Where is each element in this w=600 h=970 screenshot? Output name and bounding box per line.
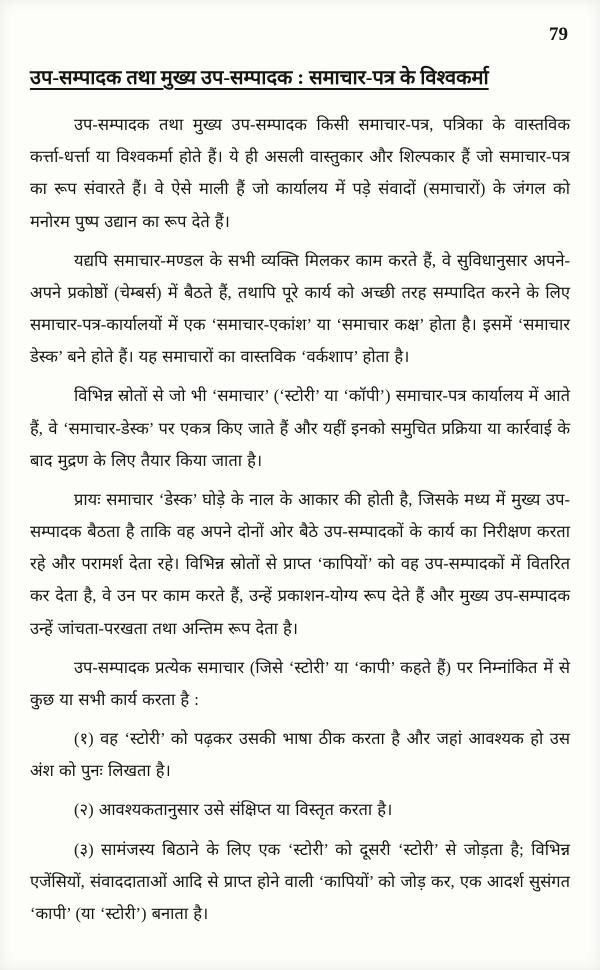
paragraph: उप-सम्पादक प्रत्येक समाचार (जिसे ‘स्टोरी’ या ‘कापी’ कहते हैं) पर निम्नांकित में से कुछ या सभी कार्य करता है : [30,657,570,709]
chapter-title: उप-सम्पादक तथा मुख्य उप-सम्पादक : समाचार-पत्र के विश्वकर्मा [30,67,489,89]
paragraph: विभिन्न स्रोतों से जो भी ‘समाचार’ (‘स्टोरी’ या ‘कॉपी’) समाचार-पत्र कार्यालय में आते हैं, वे ‘समाचार-डेस्क’ पर एकत्र किए जाते हैं और यहीं इनको समुचित प्रक्रिया या कार्रवाई के बाद मुद्रण के लिए तैयार किया जाता है। [30,386,570,470]
list-item-1: (१) वह ‘स्टोरी’ को पढ़कर उसकी भाषा ठीक करता है और जहां आवश्यक हो उस अंश को पुनः लिखता है। [30,729,570,781]
list-item-3: (३) सामंजस्य बिठाने के लिए एक ‘स्टोरी’ को दूसरी ‘स्टोरी’ से जोड़ता है; विभिन्न एजेंसियों, संवाददाताओं आदि से प्राप्त होने वाली ‘कापियों’ को जोड़ कर, एक आदर्श सुसंगत ‘कापी’ (या ‘स्टोरी’) बनाता है। [30,839,570,923]
body-text [30,109,570,930]
paragraph: उप-सम्पादक तथा मुख्य उप-सम्पादक किसी समाचार-पत्र, पत्रिका के वास्तविक कर्त्ता-धर्त्ता या विश्वकर्मा होते हैं। ये ही असली वास्तुकार और शिल्पकार हैं जो समाचार-पत्र का रूप संवारते हैं। वे ऐसे माली हैं जो कार्यालय में पड़े संवादों (समाचारों) के जंगल को मनोरम पुष्प उद्यान का रूप देते हैं। [30,115,570,231]
paragraph: यद्यपि समाचार-मण्डल के सभी व्यक्ति मिलकर काम करते हैं, वे सुविधानुसार अपने-अपने प्रकोष्ठों (चेम्बर्स) में बैठते हैं, तथापि पूरे कार्य को अच्छी तरह सम्पादित करने के लिए समाचार-पत्र-कार्यालयों में एक ‘समाचार-एकांश’ या ‘समाचार कक्ष’ होता है। इसमें ‘समाचार डेस्क’ बने होते हैं। यह समाचारों का वास्तविक ‘वर्कशाप’ होता है। [30,250,570,367]
list-item-2: (२) आवश्यकतानुसार उसे संक्षिप्त या विस्तृत करता है। [74,800,393,820]
page-number: 79 [549,24,568,45]
paragraph: प्रायः समाचार ‘डेस्क’ घोड़े के नाल के आकार की होती है, जिसके मध्य में मुख्य उप-सम्पादक बैठता है ताकि वह अपने दोनों ओर बैठे उप-सम्पादकों के कार्य का निरीक्षण करता रहे और परामर्श देता रहे। विभिन्न स्रोतों से प्राप्त ‘कापियों’ को वह उप-सम्पादकों में वितरित कर देता है, वे उन पर काम करते हैं, उन्हें प्रकाशन-योग्य रूप देते हैं और मुख्य उप-सम्पादक उन्हें जांचता-परखता तथा अन्तिम रूप देता है। [30,489,570,638]
